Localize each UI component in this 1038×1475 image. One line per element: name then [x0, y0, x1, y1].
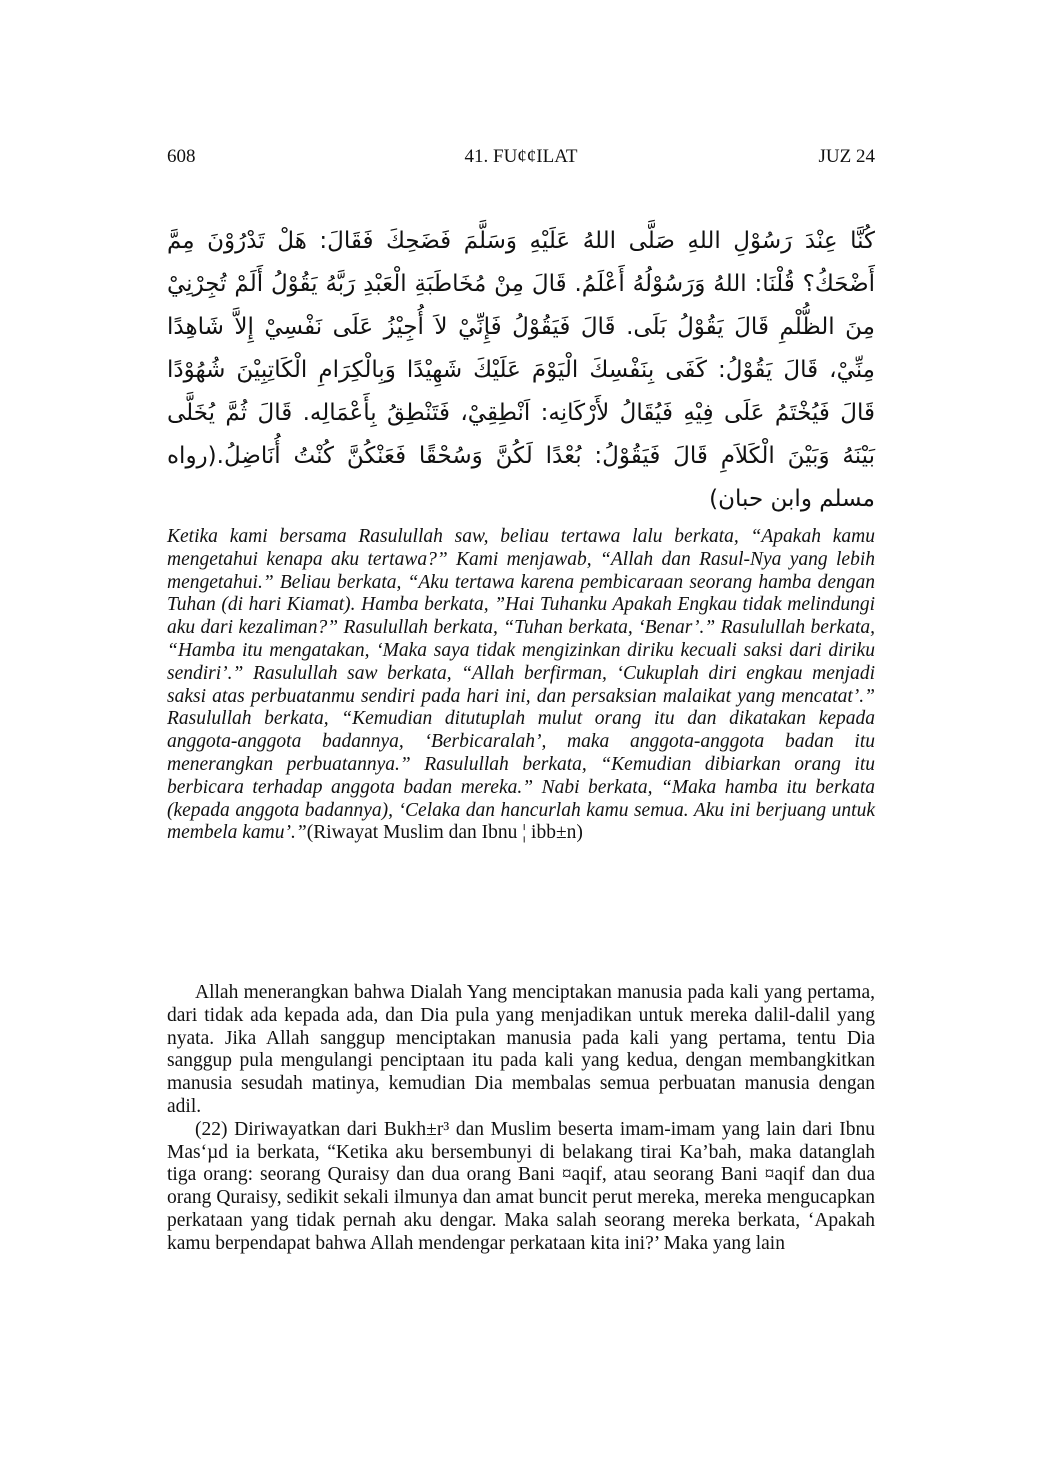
hadith-translation — [167, 526, 875, 845]
running-header — [167, 146, 875, 170]
hadith-arabic-source: (رواه مسلم وابن حبان) — [167, 443, 875, 512]
paragraph: (22) Diriwayatkan dari Bukh±r³ dan Muslim beserta imam-imam yang lain dari Ibnu Mas‘µd ia berkata, “Ketika aku bersembunyi di belakang tirai Ka’bah, maka datanglah tiga orang: seorang Quraisy dan dua orang Bani ¤aqif, atau seorang Bani ¤aqif dan dua orang Quraisy, sedikit sekali ilmunya dan amat buncit perut mereka, mereka mengucapkan perkataan yang tidak pernah aku dengar. Maka salah seorang mereka berkata, ‘Apakah kamu berpendapat bahwa Allah mendengar perkataan kita ini?’ Maka yang lain — [167, 1118, 875, 1254]
commentary-text — [167, 982, 875, 1256]
juz-label: JUZ 24 — [818, 146, 875, 167]
hadith-translation-source: (Riwayat Muslim dan Ibnu ¦ ibb±n) — [306, 822, 583, 844]
hadith-translation-body: Ketika kami bersama Rasulullah saw, beliau tertawa lalu berkata, “Apakah kamu mengetahui kenapa aku tertawa?” Kami menjawab, “Allah dan Rasul-Nya yang lebih mengetahui.” Beliau berkata, “Aku tertawa karena pembicaraan seorang hamba dengan Tuhan (di hari Kiamat). Hamba berkata, ”Hai Tuhanku Apakah Engkau tidak melindungi aku dari kezaliman?” Rasulullah berkata, “Tuhan berkata, ‘Benar’.” Rasulullah berkata, “Hamba itu mengatakan, ‘Maka saya tidak mengizinkan diriku kecuali saksi dari diriku sendiri’.” Rasulullah saw berkata, “Allah berfirman, ‘Cukuplah diri engkau menjadi saksi atas perbuatanmu sendiri pada hari ini, dan persaksian malaikat yang mencatat’.” Rasulullah berkata, “Kemudian ditutuplah mulut orang itu dan dikatakan kepada anggota-anggota badannya, ‘Berbicaralah’, maka anggota-anggota badan itu menerangkan perbuatannya.” Rasulullah berkata, “Kemudian dibiarkan orang itu berbicara terhadap anggota badan mereka.” Nabi berkata, “Maka hamba itu berkata (kepada anggota badannya), ‘Celaka dan hancurlah kamu semua. Aku ini berjuang untuk membela kamu’.” — [167, 526, 875, 844]
hadith-arabic-text — [167, 220, 875, 521]
surah-title: 41. FU¢¢ILAT — [464, 146, 578, 167]
hadith-arabic-body: كُنَّا عِنْدَ رَسُوْلِ اللهِ صَلَّى اللهُ عَلَيْهِ وَسَلَّمَ فَضَحِكَ فَقَالَ: هَلْ تَدْرُوْنَ مِمَّ أَضْحَكُ؟ قُلْنَا: اللهُ وَرَسُوْلُهُ أَعْلَمُ. قَالَ مِنْ مُخَاطَبَةِ الْعَبْدِ رَبَّهُ يَقُوْلُ أَلَمْ تُجِرْنِيْ مِنَ الظُّلْمِ قَالَ يَقُوْلُ بَلَى. قَالَ فَيَقُوْلُ فَإِنِّيْ لاَ أُجِيْزُ عَلَى نَفْسِيْ إِلاَّ شَاهِدًا مِنِّيْ، قَالَ يَقُوْلُ: كَفَى بِنَفْسِكَ الْيَوْمَ عَلَيْكَ شَهِيْدًا وَبِالْكِرَامِ الْكَاتِبِيْنَ شُهُوْدًا قَالَ فَيُخْتَمُ عَلَى فِيْهِ فَيُقَالُ لأَرْكَانِه: اَنْطِقِيْ، فَتَنْطِقُ بِأَعْمَالِه. قَالَ ثُمَّ يُخَلَّى بَيْنَهُ وَبَيْنَ الْكَلاَمِ قَالَ فَيَقُوْلُ: بُعْدًا لَكُنَّ وَسُحْقًا فَعَنْكُنَّ كُنْتُ أُنَاضِلُ. — [167, 228, 875, 469]
paragraph: Allah menerangkan bahwa Dialah Yang menciptakan manusia pada kali yang pertama, dari tidak ada kepada ada, dan Dia pula yang menjadikan untuk mereka dalil-dalil yang nyata. Jika Allah sanggup menciptakan manusia pada kali yang pertama, tentu Dia sanggup pula mengulangi penciptaan itu pada kali yang kedua, dengan membangkitkan manusia sesudah matinya, kemudian Dia membalas semua perbuatan manusia dengan adil. — [167, 982, 875, 1117]
page-number: 608 — [167, 146, 196, 167]
